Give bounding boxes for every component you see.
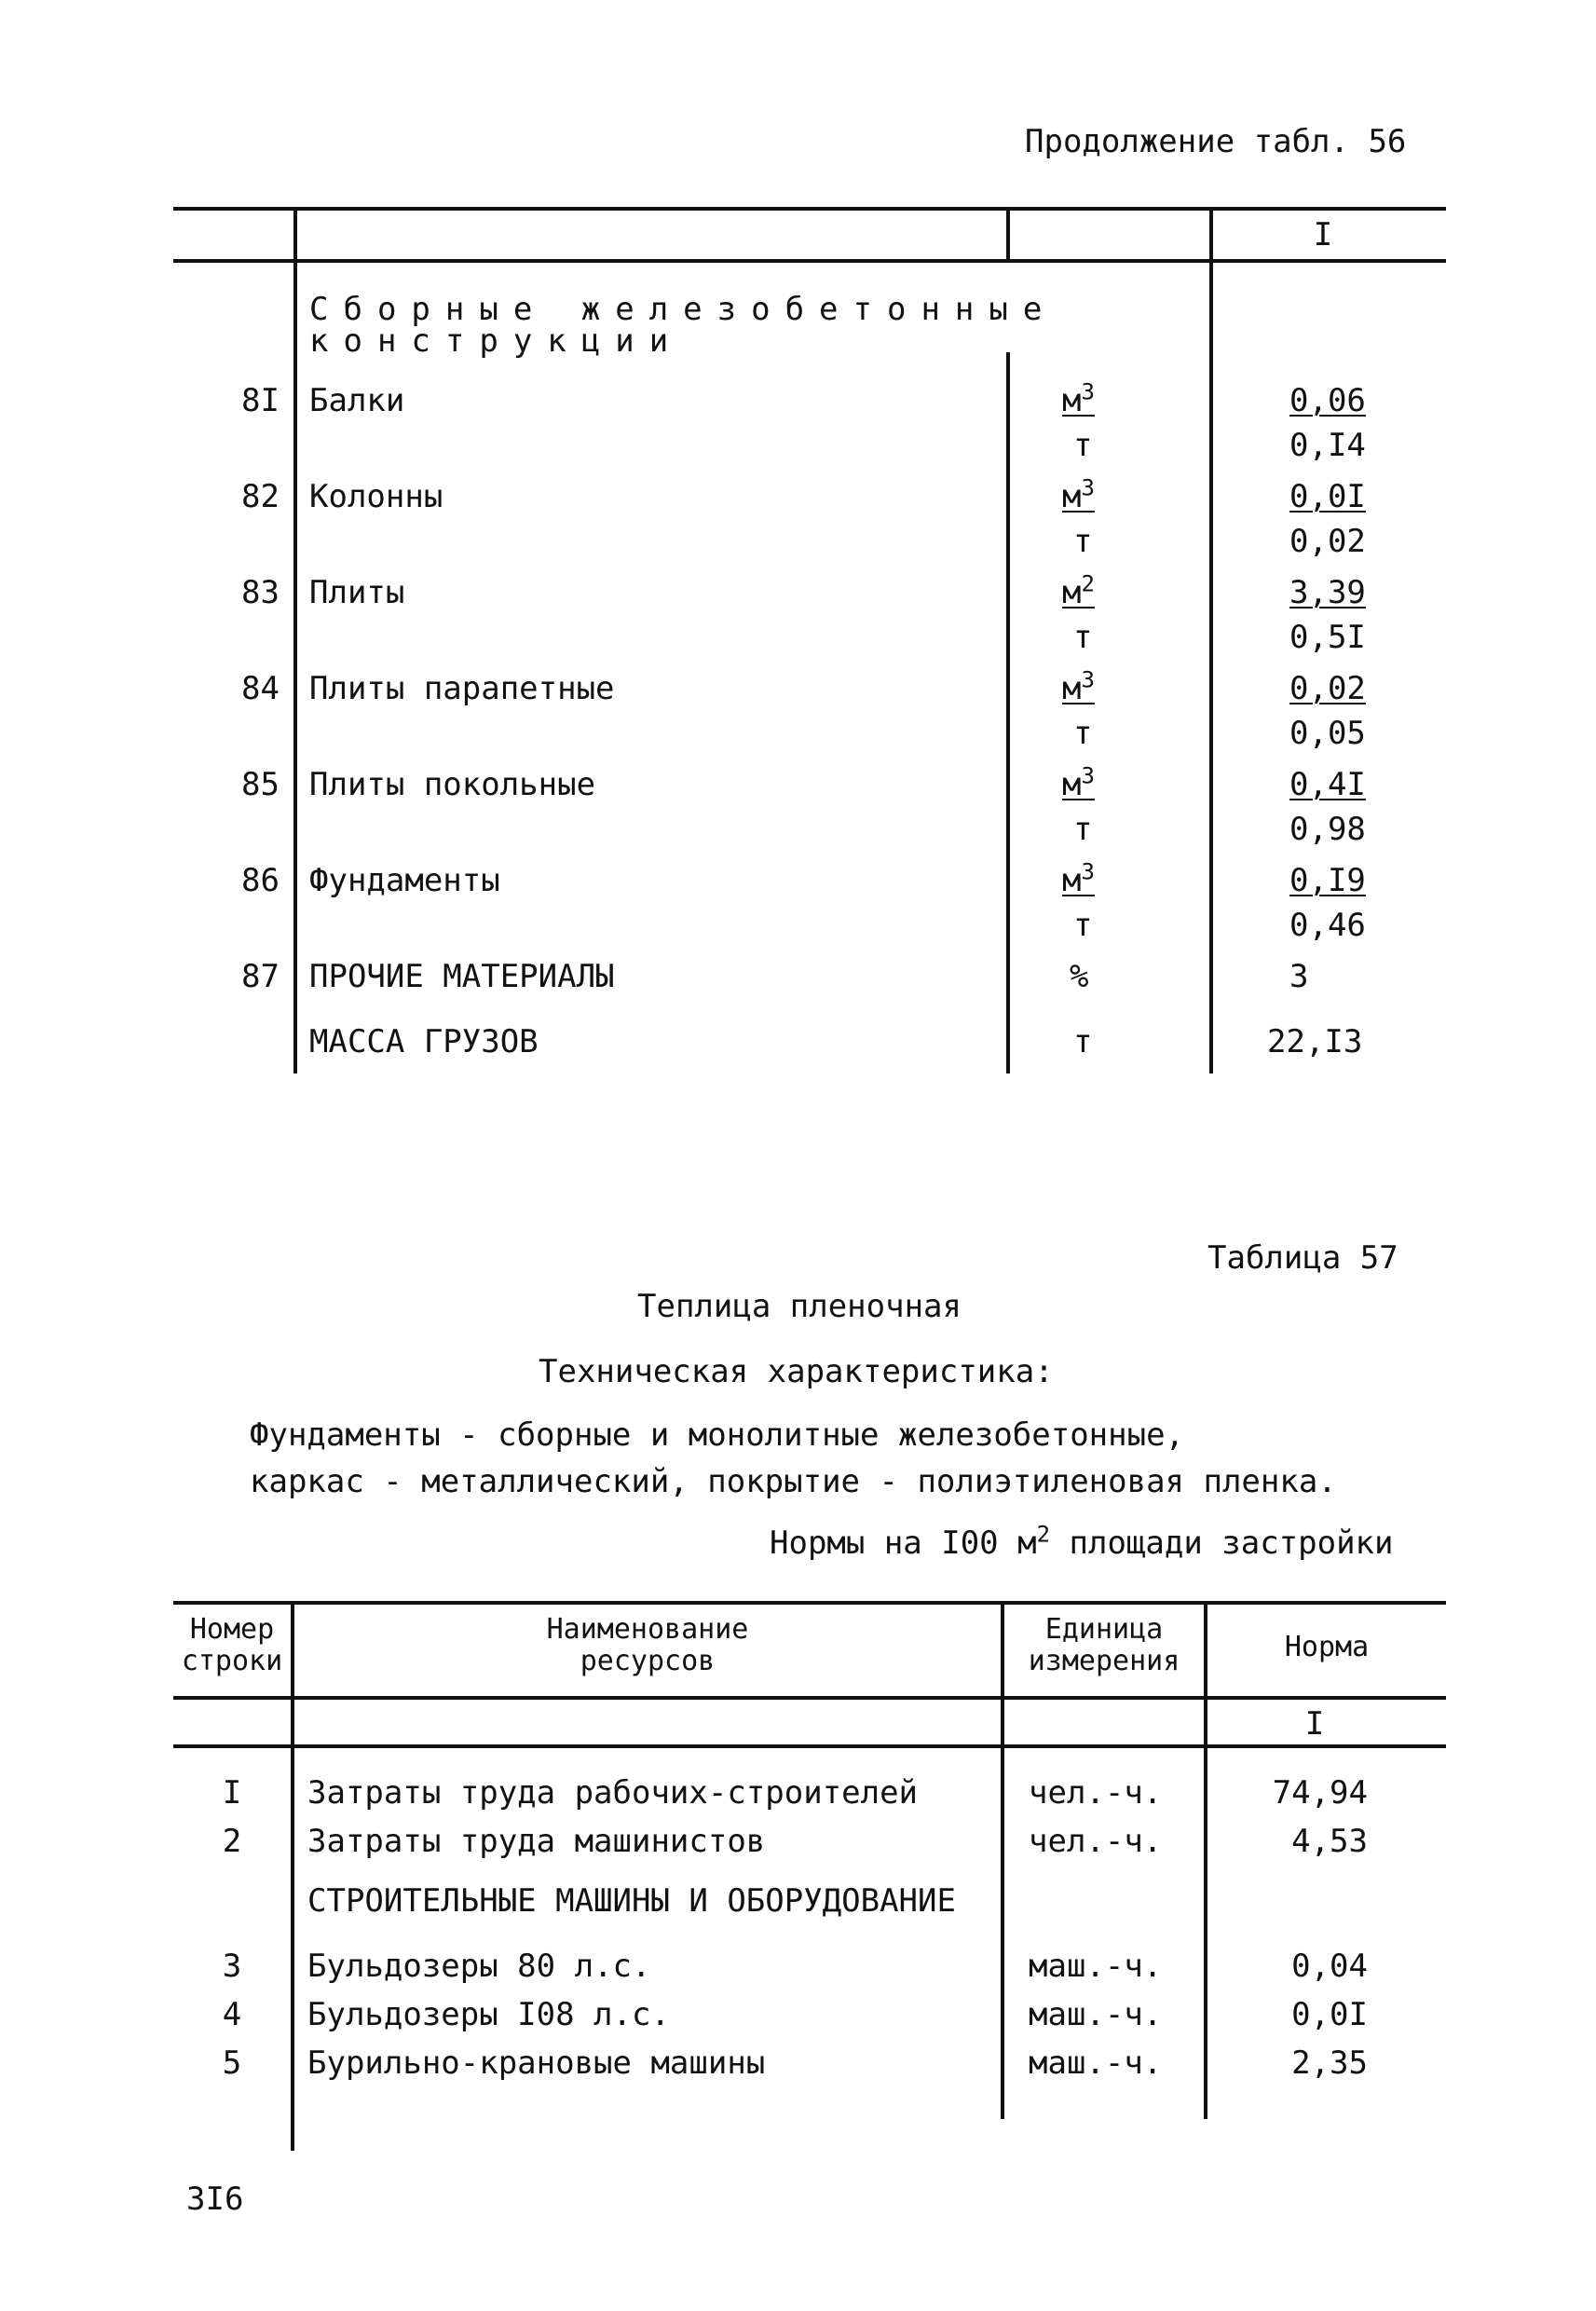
row-number: 2 [222, 1823, 242, 1860]
norm-cell: 0,04 [1291, 1948, 1368, 1985]
unit-cell: т [1073, 1023, 1093, 1060]
row-number: 5 [222, 2044, 242, 2082]
norm-cell: 22,I3 [1267, 1023, 1363, 1060]
unit-base: м [1062, 382, 1082, 419]
table56-col-divider-unit [1006, 352, 1010, 1073]
table57-description-line1: Фундаменты - сборные и монолитные железобетонные, [250, 1416, 1185, 1454]
unit-cell: чел.-ч. [1029, 1774, 1163, 1812]
unit-exponent: 2 [1081, 570, 1095, 597]
unit-cell [1062, 858, 1095, 899]
norm-cell: 0,46 [1289, 907, 1366, 944]
norm-cell: 0,06 [1289, 382, 1366, 419]
unit-cell: т [1073, 715, 1093, 752]
table57-norms-note: Нормы на I00 $м^2$ площади застройки [770, 1521, 1394, 1562]
unit-cell: т [1073, 619, 1093, 656]
norm-cell: 0,02 [1289, 670, 1366, 707]
unit-base: м [1062, 862, 1082, 899]
unit-cell: маш.-ч. [1029, 2044, 1163, 2082]
unit-base: м [1062, 574, 1082, 611]
norm-cell: 0,4I [1289, 766, 1366, 803]
unit-cell [1062, 666, 1095, 707]
table57-top-rule [173, 1601, 1446, 1605]
row-number: 87 [241, 958, 280, 995]
norm-cell: 4,53 [1291, 1823, 1368, 1860]
norm-cell: 0,0I [1289, 478, 1366, 515]
table56-top-rule [173, 207, 1446, 211]
unit-exponent: 3 [1081, 378, 1095, 405]
norm-cell: 0,I4 [1289, 427, 1366, 464]
unit-cell: % [1070, 958, 1089, 995]
row-number: 82 [241, 478, 280, 515]
unit-base: м [1062, 766, 1082, 803]
unit-exponent: 3 [1081, 474, 1095, 501]
table57-header-unit: Единица измерения [1028, 1613, 1180, 1677]
resource-name: Колонны [309, 478, 443, 515]
row-number: 86 [241, 862, 280, 899]
unit-cell [1062, 474, 1095, 515]
norm-cell: 2,35 [1291, 2044, 1368, 2082]
unit-cell: маш.-ч. [1029, 1996, 1163, 2033]
norm-cell: 3,39 [1289, 574, 1366, 611]
resource-name: Фундаменты [309, 862, 500, 899]
unit-cell [1062, 570, 1095, 611]
row-number: 8I [241, 382, 280, 419]
table57-header-number: Номер строки [181, 1613, 283, 1677]
table57-col-divider-num [291, 1601, 294, 2151]
row-number: 83 [241, 574, 280, 611]
resource-name: Плиты парапетные [309, 670, 615, 707]
table57-subtitle: Техническая характеристика: [539, 1353, 1054, 1390]
table56-column-number: I [1313, 216, 1333, 253]
row-number: I [222, 1774, 242, 1812]
table57-header-rule [173, 1696, 1446, 1700]
resource-name: Бурильно-крановые машины [307, 2044, 766, 2082]
table56-section-title-line1: Сборные железобетонные [309, 291, 1057, 328]
unit-base: м [1062, 478, 1082, 515]
table56-header-rule [173, 259, 1446, 263]
unit-exponent: 3 [1081, 762, 1095, 789]
continuation-header: Продолжение табл. 56 [1025, 123, 1407, 160]
unit-cell: чел.-ч. [1029, 1823, 1163, 1860]
table57-numbering-rule [173, 1744, 1446, 1748]
norm-cell: 0,98 [1289, 811, 1366, 848]
section-heading: СТРОИТЕЛЬНЫЕ МАШИНЫ И ОБОРУДОВАНИЕ [307, 1882, 956, 1920]
norm-cell: 0,05 [1289, 715, 1366, 752]
norm-cell: 0,5I [1289, 619, 1366, 656]
resource-name: Плиты покольные [309, 766, 596, 803]
table57-label: Таблица 57 [1207, 1239, 1398, 1277]
table57-col-divider-norm [1204, 1601, 1207, 2119]
table57-header-name: Наименование ресурсов [546, 1613, 749, 1677]
norm-cell: 0,0I [1291, 1996, 1368, 2033]
table57-col-divider-unit [1001, 1601, 1004, 2119]
unit-cell: т [1073, 427, 1093, 464]
table56-col-divider-norm [1209, 207, 1213, 1073]
norm-cell: 74,94 [1272, 1774, 1368, 1812]
unit-base: м [1062, 670, 1082, 707]
resource-name: Бульдозеры I08 л.с. [307, 1996, 670, 2033]
resource-name: Затраты труда рабочих-строителей [307, 1774, 919, 1812]
unit-exponent: 3 [1081, 858, 1095, 885]
unit-cell [1062, 378, 1095, 419]
unit-cell: маш.-ч. [1029, 1948, 1163, 1985]
unit-cell: т [1073, 523, 1093, 560]
unit-cell: т [1073, 811, 1093, 848]
mass-label: МАССА ГРУЗОВ [309, 1023, 539, 1060]
norm-cell: 0,02 [1289, 523, 1366, 560]
norm-cell: 3 [1289, 958, 1309, 995]
row-number: 84 [241, 670, 280, 707]
table56-col-divider-num [293, 207, 297, 1073]
resource-name: ПРОЧИЕ МАТЕРИАЛЫ [309, 958, 615, 995]
table57-description-line2: каркас - металлический, покрытие - полиэтиленовая пленка. [250, 1463, 1337, 1500]
row-number: 4 [222, 1996, 242, 2033]
page-number: 3I6 [186, 2181, 244, 2218]
table56-section-title-line2: конструкции [309, 322, 684, 360]
resource-name: Бульдозеры 80 л.с. [307, 1948, 651, 1985]
resource-name: Балки [309, 382, 405, 419]
resource-name: Плиты [309, 574, 405, 611]
resource-name: Затраты труда машинистов [307, 1823, 766, 1860]
unit-cell [1062, 762, 1095, 803]
norm-cell: 0,I9 [1289, 862, 1366, 899]
row-number: 85 [241, 766, 280, 803]
table57-header-norm: Норма [1284, 1631, 1370, 1663]
table57-column-number: I [1304, 1705, 1325, 1743]
unit-cell: т [1073, 907, 1093, 944]
unit-exponent: 3 [1081, 666, 1095, 693]
table57-title: Теплица пленочная [637, 1288, 962, 1325]
row-number: 3 [222, 1948, 242, 1985]
table56-col-divider-unit-head [1006, 207, 1010, 259]
